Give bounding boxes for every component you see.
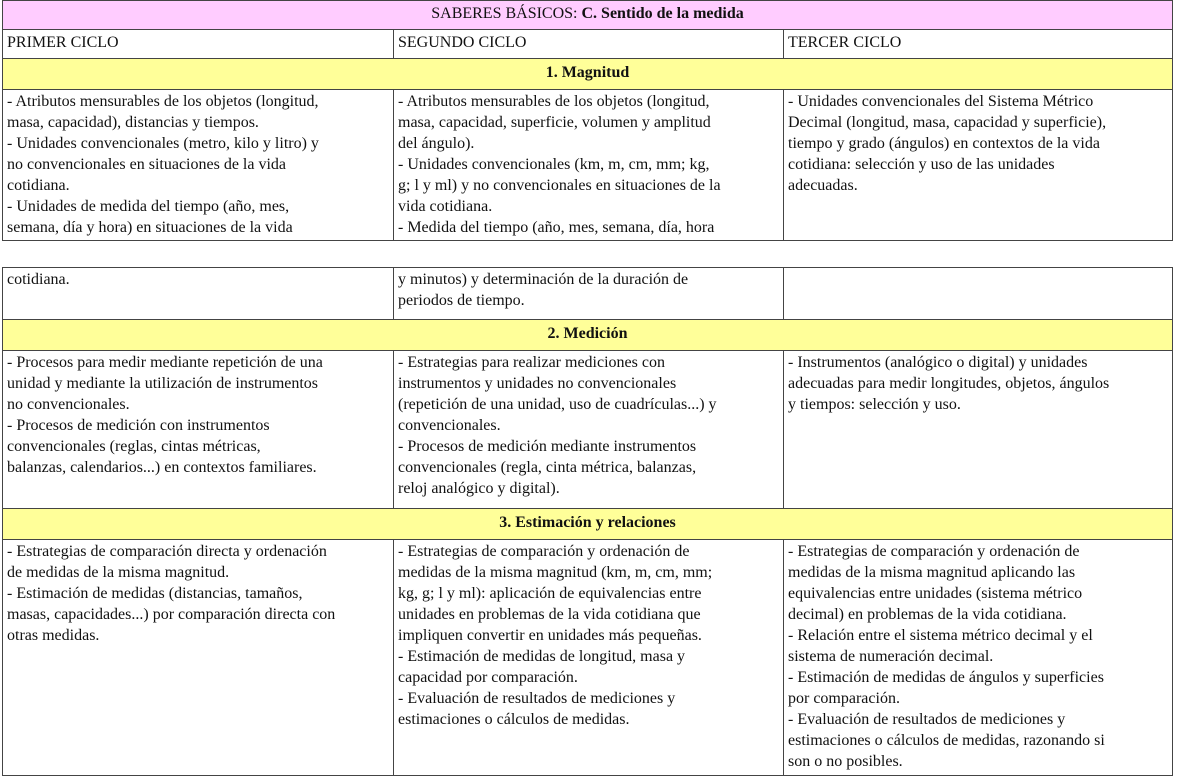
- text-line: capacidad por comparación.: [398, 669, 578, 686]
- text-line: balanzas, calendarios...) en contextos familiares.: [7, 459, 317, 476]
- text-line: - Atributos mensurables de los objetos (longitud,: [398, 93, 710, 110]
- text-line: cotidiana.: [7, 177, 70, 194]
- text-line: - Evaluación de resultados de mediciones y: [788, 711, 1066, 728]
- text-line: - Relación entre el sistema métrico decimal y el: [788, 627, 1093, 644]
- text-line: - Estrategias de comparación y ordenación de: [788, 543, 1080, 560]
- text-line: convencionales (reglas, cintas métricas,: [7, 438, 261, 455]
- text-line: del ángulo).: [398, 135, 475, 152]
- text-line: vida cotidiana.: [398, 198, 493, 215]
- text-line: - Unidades convencionales del Sistema Métrico: [788, 93, 1094, 110]
- cell-estimacion-segundo: [394, 540, 784, 776]
- text-line: - Estimación de medidas de longitud, masa y: [398, 648, 686, 665]
- title-bold: C. Sentido de la medida: [581, 5, 744, 22]
- text-line: (repetición de una unidad, uso de cuadrículas...) y: [398, 396, 717, 413]
- text-line: cotidiana: selección y uso de las unidades: [788, 156, 1055, 173]
- text-line: tiempo y grado (ángulos) en contextos de la vida: [788, 135, 1100, 152]
- text-line: masa, capacidad), distancias y tiempos.: [7, 114, 259, 131]
- text-line: - Unidades convencionales (km, m, cm, mm; kg,: [398, 156, 710, 173]
- section-heading-estimacion: 3. Estimación y relaciones: [3, 509, 1173, 540]
- cell-magnitud-primer: [3, 90, 394, 241]
- cell-magnitud-tercer: [784, 90, 1173, 241]
- cell-magnitud-tercer-cont: [784, 268, 1173, 320]
- text-line: - Atributos mensurables de los objetos (longitud,: [7, 93, 319, 110]
- text-line: - Procesos para medir mediante repetición de una: [7, 354, 323, 371]
- text-line: - Unidades de medida del tiempo (año, mes,: [7, 198, 290, 215]
- text-line: - Instrumentos (analógico o digital) y unidades: [788, 354, 1088, 371]
- text-line: medidas de la misma magnitud (km, m, cm, mm;: [398, 564, 713, 581]
- text-line: y minutos) y determinación de la duración de: [398, 271, 689, 288]
- text-line: masas, capacidades...) por comparación directa con: [7, 606, 336, 623]
- cell-medicion-primer: [3, 351, 394, 509]
- text-line: no convencionales en situaciones de la vida: [7, 156, 287, 173]
- title-prefix: SABERES BÁSICOS:: [431, 5, 582, 22]
- cell-magnitud-segundo-cont: [394, 268, 784, 320]
- text-line: reloj analógico y digital).: [398, 480, 560, 497]
- cell-estimacion-tercer: [784, 540, 1173, 776]
- section-heading-medicion: 2. Medición: [3, 320, 1173, 351]
- text-line: - Estrategias de comparación y ordenación de: [398, 543, 690, 560]
- text-line: periodos de tiempo.: [398, 292, 525, 309]
- text-line: y tiempos: selección y uso.: [788, 396, 961, 413]
- text-line: Decimal (longitud, masa, capacidad y superficie),: [788, 114, 1107, 131]
- text-line: - Estrategias para realizar mediciones con: [398, 354, 665, 371]
- cell-medicion-segundo: [394, 351, 784, 509]
- text-line: adecuadas.: [788, 177, 858, 194]
- table-title: [3, 1, 1173, 30]
- text-line: - Estimación de medidas de ángulos y superficies: [788, 669, 1104, 686]
- text-line: estimaciones o cálculos de medidas, razonando si: [788, 732, 1105, 749]
- text-line: otras medidas.: [7, 627, 100, 644]
- text-line: de medidas de la misma magnitud.: [7, 564, 230, 581]
- text-line: semana, día y hora) en situaciones de la vida: [7, 219, 293, 236]
- text-line: convencionales (regla, cinta métrica, balanzas,: [398, 459, 697, 476]
- column-header-segundo-ciclo: SEGUNDO CICLO: [394, 30, 784, 59]
- cell-medicion-tercer: [784, 351, 1173, 509]
- text-line: g; l y ml) y no convencionales en situaciones de la: [398, 177, 721, 194]
- text-line: kg, g; l y ml): aplicación de equivalencias entre: [398, 585, 702, 602]
- text-line: no convencionales.: [7, 396, 130, 413]
- text-line: unidad y mediante la utilización de instrumentos: [7, 375, 319, 392]
- section-heading-magnitud: 1. Magnitud: [3, 59, 1173, 90]
- text-line: sistema de numeración decimal.: [788, 648, 994, 665]
- text-line: decimal) en problemas de la vida cotidiana.: [788, 606, 1067, 623]
- text-line: - Medida del tiempo (año, mes, semana, día, hora: [398, 219, 715, 236]
- cell-estimacion-primer: [3, 540, 394, 776]
- text-line: unidades en problemas de la vida cotidiana que: [398, 606, 701, 623]
- text-line: - Evaluación de resultados de mediciones y: [398, 690, 676, 707]
- text-line: son o no posibles.: [788, 753, 903, 770]
- cell-magnitud-segundo: [394, 90, 784, 241]
- text-line: impliquen convertir en unidades más pequeñas.: [398, 627, 702, 644]
- text-line: equivalencias entre unidades (sistema métrico: [788, 585, 1083, 602]
- curriculum-table-top: [2, 0, 1173, 241]
- text-line: medidas de la misma magnitud aplicando las: [788, 564, 1076, 581]
- text-line: cotidiana.: [7, 271, 70, 288]
- text-line: convencionales.: [398, 417, 501, 434]
- text-line: masa, capacidad, superficie, volumen y amplitud: [398, 114, 711, 131]
- text-line: - Estimación de medidas (distancias, tamaños,: [7, 585, 303, 602]
- curriculum-table-bottom: [2, 267, 1173, 776]
- text-line: - Estrategias de comparación directa y ordenación: [7, 543, 327, 560]
- text-line: - Unidades convencionales (metro, kilo y litro) y: [7, 135, 319, 152]
- table-page-1: [2, 0, 1172, 241]
- text-line: instrumentos y unidades no convencionales: [398, 375, 677, 392]
- text-line: - Procesos de medición mediante instrumentos: [398, 438, 697, 455]
- column-header-primer-ciclo: PRIMER CICLO: [3, 30, 394, 59]
- table-page-2: [2, 267, 1172, 776]
- text-line: estimaciones o cálculos de medidas.: [398, 711, 630, 728]
- text-line: - Procesos de medición con instrumentos: [7, 417, 270, 434]
- column-header-tercer-ciclo: TERCER CICLO: [784, 30, 1173, 59]
- text-line: por comparación.: [788, 690, 900, 707]
- text-line: adecuadas para medir longitudes, objetos, ángulos: [788, 375, 1110, 392]
- cell-magnitud-primer-cont: [3, 268, 394, 320]
